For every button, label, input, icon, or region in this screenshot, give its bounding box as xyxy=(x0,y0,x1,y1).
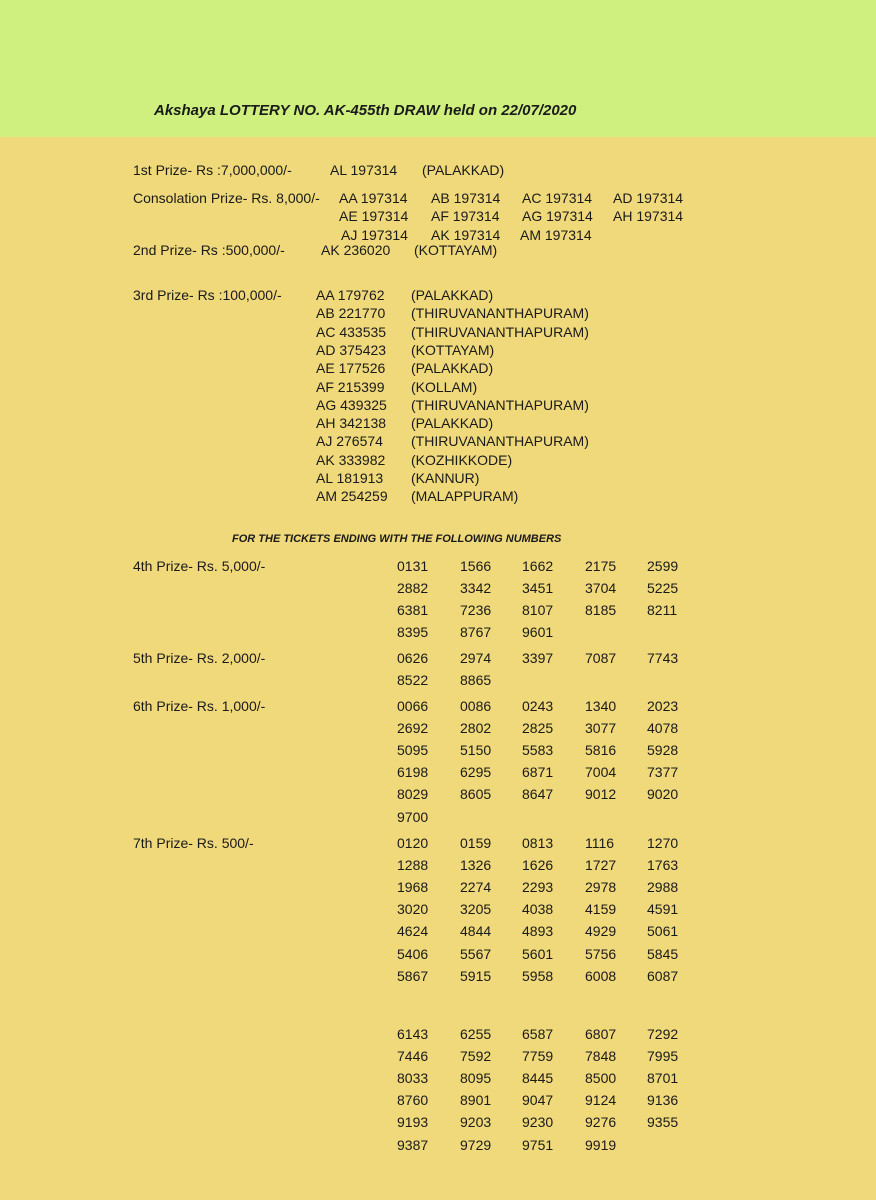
ticket-ending-number: 7446 xyxy=(397,1048,429,1065)
ticket-ending-number: 3205 xyxy=(460,901,492,918)
ticket-ending-number: 6255 xyxy=(460,1026,492,1042)
ticket-ending-number: 1727 xyxy=(585,857,617,874)
third-prize-place: (PALAKKAD) xyxy=(411,360,494,377)
ticket-ending-number: 0131 xyxy=(397,558,429,574)
third-prize-place: (PALAKKAD) xyxy=(411,287,494,303)
ticket-ending-number: 8522 xyxy=(397,672,429,689)
ticket-ending-number: 2599 xyxy=(647,558,679,574)
ticket-ending-number: 4591 xyxy=(647,901,679,918)
ticket-ending-number: 8647 xyxy=(522,786,554,803)
ticket-ending-number: 2802 xyxy=(460,720,492,737)
ticket-ending-number: 5567 xyxy=(460,945,492,962)
third-prize-place: (THIRUVANANTHAPURAM) xyxy=(411,305,589,322)
ticket-ending-number: 2293 xyxy=(522,879,554,896)
third-prize-ticket: AH 342138 xyxy=(316,415,387,432)
ticket-ending-number: 0066 xyxy=(397,698,429,714)
ticket-ending-number: 3020 xyxy=(397,901,429,918)
ticket-ending-number: 7759 xyxy=(522,1048,554,1065)
third-prize-place: (THIRUVANANTHAPURAM) xyxy=(411,323,589,340)
third-prize-place: (THIRUVANANTHAPURAM) xyxy=(411,396,589,413)
ticket-ending-number: 9700 xyxy=(397,808,429,825)
ticket-ending-number: 9276 xyxy=(585,1114,617,1131)
third-prize-ticket: AL 181913 xyxy=(316,470,384,486)
ticket-ending-number: 1270 xyxy=(647,835,679,851)
ticket-ending-number: 0243 xyxy=(522,698,554,714)
seventh-prize-label: 7th Prize- Rs. 500/- xyxy=(133,835,254,851)
ticket-ending-number: 9012 xyxy=(585,786,617,803)
ticket-ending-number: 8767 xyxy=(460,624,492,641)
ticket-ending-number: 5601 xyxy=(522,945,554,962)
ticket-ending-number: 8760 xyxy=(397,1092,429,1109)
ticket-ending-number: 8029 xyxy=(397,786,429,803)
ticket-ending-number: 1340 xyxy=(585,698,617,714)
third-prize-ticket: AM 254259 xyxy=(316,488,388,505)
ticket-ending-number: 2974 xyxy=(460,650,492,666)
consolation-ticket: AJ 197314 xyxy=(341,227,408,243)
ticket-ending-number: 8701 xyxy=(647,1070,679,1087)
ticket-ending-number: 8211 xyxy=(647,602,678,619)
ticket-ending-number: 1626 xyxy=(522,857,554,874)
ticket-ending-number: 5061 xyxy=(647,923,679,940)
ticket-ending-number: 5816 xyxy=(585,742,617,759)
ticket-ending-number: 8095 xyxy=(460,1070,492,1087)
second-prize-label: 2nd Prize- Rs :500,000/- xyxy=(133,242,285,258)
ticket-ending-number: 7087 xyxy=(585,650,617,666)
ticket-ending-number: 5095 xyxy=(397,742,429,759)
ticket-ending-number: 3451 xyxy=(522,580,554,597)
ticket-ending-number: 7995 xyxy=(647,1048,679,1065)
third-prize-ticket: AF 215399 xyxy=(316,378,385,395)
ticket-ending-number: 2274 xyxy=(460,879,492,896)
third-prize-label: 3rd Prize- Rs :100,000/- xyxy=(133,287,282,303)
third-prize-ticket: AG 439325 xyxy=(316,396,387,413)
ticket-ending-number: 4929 xyxy=(585,923,617,940)
ticket-ending-number: 2825 xyxy=(522,720,554,737)
consolation-ticket: AH 197314 xyxy=(613,208,684,224)
ticket-ending-number: 1326 xyxy=(460,857,492,874)
first-prize-place: (PALAKKAD) xyxy=(422,162,505,178)
first-prize-label: 1st Prize- Rs :7,000,000/- xyxy=(133,162,292,178)
fourth-prize-label: 4th Prize- Rs. 5,000/- xyxy=(133,558,266,574)
ticket-ending-number: 5225 xyxy=(647,580,679,597)
ticket-ending-number: 7236 xyxy=(460,602,492,619)
third-prize-ticket: AB 221770 xyxy=(316,305,386,322)
ticket-ending-number: 1288 xyxy=(397,857,429,874)
ticket-ending-number: 1116 xyxy=(585,835,615,851)
ticket-ending-number: 4038 xyxy=(522,901,554,918)
ticket-ending-number: 9355 xyxy=(647,1114,679,1131)
ticket-ending-number: 6008 xyxy=(585,967,617,984)
third-prize-place: (KANNUR) xyxy=(411,470,480,486)
third-prize-place: (KOTTAYAM) xyxy=(411,341,495,358)
ticket-ending-number: 0159 xyxy=(460,835,492,851)
ticket-ending-number: 6198 xyxy=(397,764,429,781)
consolation-ticket: AE 197314 xyxy=(339,208,409,224)
ticket-ending-number: 6807 xyxy=(585,1026,617,1042)
ticket-ending-number: 5958 xyxy=(522,967,554,984)
ticket-ending-number: 6295 xyxy=(460,764,492,781)
third-prize-ticket: AA 179762 xyxy=(316,287,385,303)
ticket-ending-number: 8107 xyxy=(522,602,554,619)
ticket-ending-number: 8605 xyxy=(460,786,492,803)
ticket-ending-number: 9203 xyxy=(460,1114,492,1131)
ticket-ending-number: 6381 xyxy=(397,602,429,619)
ticket-ending-number: 2988 xyxy=(647,879,679,896)
ticket-ending-number: 7004 xyxy=(585,764,617,781)
ticket-ending-number: 9387 xyxy=(397,1136,429,1153)
page-title: Akshaya LOTTERY NO. AK-455th DRAW held on 22/07/2020 xyxy=(154,102,577,119)
ticket-ending-number: 2978 xyxy=(585,879,617,896)
ticket-ending-number: 4624 xyxy=(397,923,429,940)
first-prize-ticket: AL 197314 xyxy=(330,162,398,178)
consolation-ticket: AK 197314 xyxy=(431,227,501,243)
ticket-ending-number: 2692 xyxy=(397,720,429,737)
ticket-ending-number: 6587 xyxy=(522,1026,554,1042)
third-prize-place: (MALAPPURAM) xyxy=(411,488,519,505)
ticket-ending-number: 2023 xyxy=(647,698,679,714)
ticket-ending-number: 6087 xyxy=(647,967,679,984)
ticket-ending-number: 8500 xyxy=(585,1070,617,1087)
ticket-ending-number: 9751 xyxy=(522,1136,554,1153)
ticket-ending-number: 2882 xyxy=(397,580,429,597)
ticket-ending-number: 5756 xyxy=(585,945,617,962)
ticket-ending-number: 8395 xyxy=(397,624,429,641)
ticket-ending-number: 5915 xyxy=(460,967,492,984)
consolation-prize-label: Consolation Prize- Rs. 8,000/- xyxy=(133,190,320,206)
fifth-prize-label: 5th Prize- Rs. 2,000/- xyxy=(133,650,266,666)
ticket-ending-number: 9601 xyxy=(522,624,554,641)
second-prize-place: (KOTTAYAM) xyxy=(414,242,498,258)
ticket-ending-number: 5583 xyxy=(522,742,554,759)
ticket-ending-number: 9124 xyxy=(585,1092,617,1109)
third-prize-ticket: AE 177526 xyxy=(316,360,386,377)
consolation-ticket: AF 197314 xyxy=(431,208,500,224)
ticket-ending-number: 2175 xyxy=(585,558,617,574)
ticket-ending-number: 7377 xyxy=(647,764,679,781)
ticket-ending-number: 8185 xyxy=(585,602,617,619)
third-prize-place: (KOLLAM) xyxy=(411,378,478,395)
ticket-ending-number: 5928 xyxy=(647,742,679,759)
ticket-ending-number: 9047 xyxy=(522,1092,554,1109)
ticket-ending-number: 9919 xyxy=(585,1136,617,1153)
ticket-ending-number: 0120 xyxy=(397,835,429,851)
consolation-ticket: AM 197314 xyxy=(520,227,592,243)
ticket-ending-number: 7743 xyxy=(647,650,679,666)
ticket-ending-number: 9230 xyxy=(522,1114,554,1131)
ticket-ending-number: 5150 xyxy=(460,742,492,759)
ticket-ending-number: 7292 xyxy=(647,1026,679,1042)
ticket-ending-number: 9020 xyxy=(647,786,679,803)
ticket-ending-number: 4893 xyxy=(522,923,554,940)
ticket-ending-number: 8901 xyxy=(460,1092,492,1109)
ticket-ending-number: 6871 xyxy=(522,764,554,781)
consolation-ticket: AA 197314 xyxy=(339,190,408,206)
ticket-ending-number: 7848 xyxy=(585,1048,617,1065)
ticket-ending-number: 9136 xyxy=(647,1092,679,1109)
ticket-ending-number: 6143 xyxy=(397,1026,429,1042)
ticket-ending-number: 5845 xyxy=(647,945,679,962)
consolation-ticket: AG 197314 xyxy=(522,208,593,224)
ticket-ending-number: 1662 xyxy=(522,558,554,574)
third-prize-ticket: AK 333982 xyxy=(316,451,386,468)
ticket-ending-number: 3342 xyxy=(460,580,492,597)
consolation-ticket: AC 197314 xyxy=(522,190,593,206)
third-prize-place: (THIRUVANANTHAPURAM) xyxy=(411,433,589,450)
consolation-ticket: AD 197314 xyxy=(613,190,684,206)
ticket-ending-number: 1763 xyxy=(647,857,679,874)
sixth-prize-label: 6th Prize- Rs. 1,000/- xyxy=(133,698,266,714)
ticket-ending-number: 4078 xyxy=(647,720,679,737)
ticket-ending-number: 8865 xyxy=(460,672,492,689)
third-prize-ticket: AD 375423 xyxy=(316,341,387,358)
ticket-ending-number: 0626 xyxy=(397,650,429,666)
ticket-ending-number: 0086 xyxy=(460,698,492,714)
second-prize-ticket: AK 236020 xyxy=(321,242,391,258)
ticket-ending-number: 7592 xyxy=(460,1048,492,1065)
ticket-ending-number: 4844 xyxy=(460,923,492,940)
ticket-ending-number: 3704 xyxy=(585,580,617,597)
ticket-ending-number: 8445 xyxy=(522,1070,554,1087)
ticket-ending-number: 1968 xyxy=(397,879,429,896)
ticket-ending-number: 4159 xyxy=(585,901,617,918)
ticket-ending-number: 1566 xyxy=(460,558,492,574)
ticket-ending-number: 0813 xyxy=(522,835,554,851)
third-prize-ticket: AC 433535 xyxy=(316,323,387,340)
ticket-ending-number: 3397 xyxy=(522,650,554,666)
ticket-ending-number: 5406 xyxy=(397,945,429,962)
ticket-ending-number: 8033 xyxy=(397,1070,429,1087)
ticket-ending-number: 3077 xyxy=(585,720,617,737)
ticket-ending-number: 9729 xyxy=(460,1136,492,1153)
third-prize-ticket: AJ 276574 xyxy=(316,433,383,450)
consolation-ticket: AB 197314 xyxy=(431,190,501,206)
ticket-ending-number: 9193 xyxy=(397,1114,429,1131)
third-prize-place: (KOZHIKKODE) xyxy=(411,451,513,468)
ticket-ending-number: 5867 xyxy=(397,967,429,984)
endings-heading: FOR THE TICKETS ENDING WITH THE FOLLOWING NUMBERS xyxy=(232,533,562,545)
third-prize-place: (PALAKKAD) xyxy=(411,415,494,432)
